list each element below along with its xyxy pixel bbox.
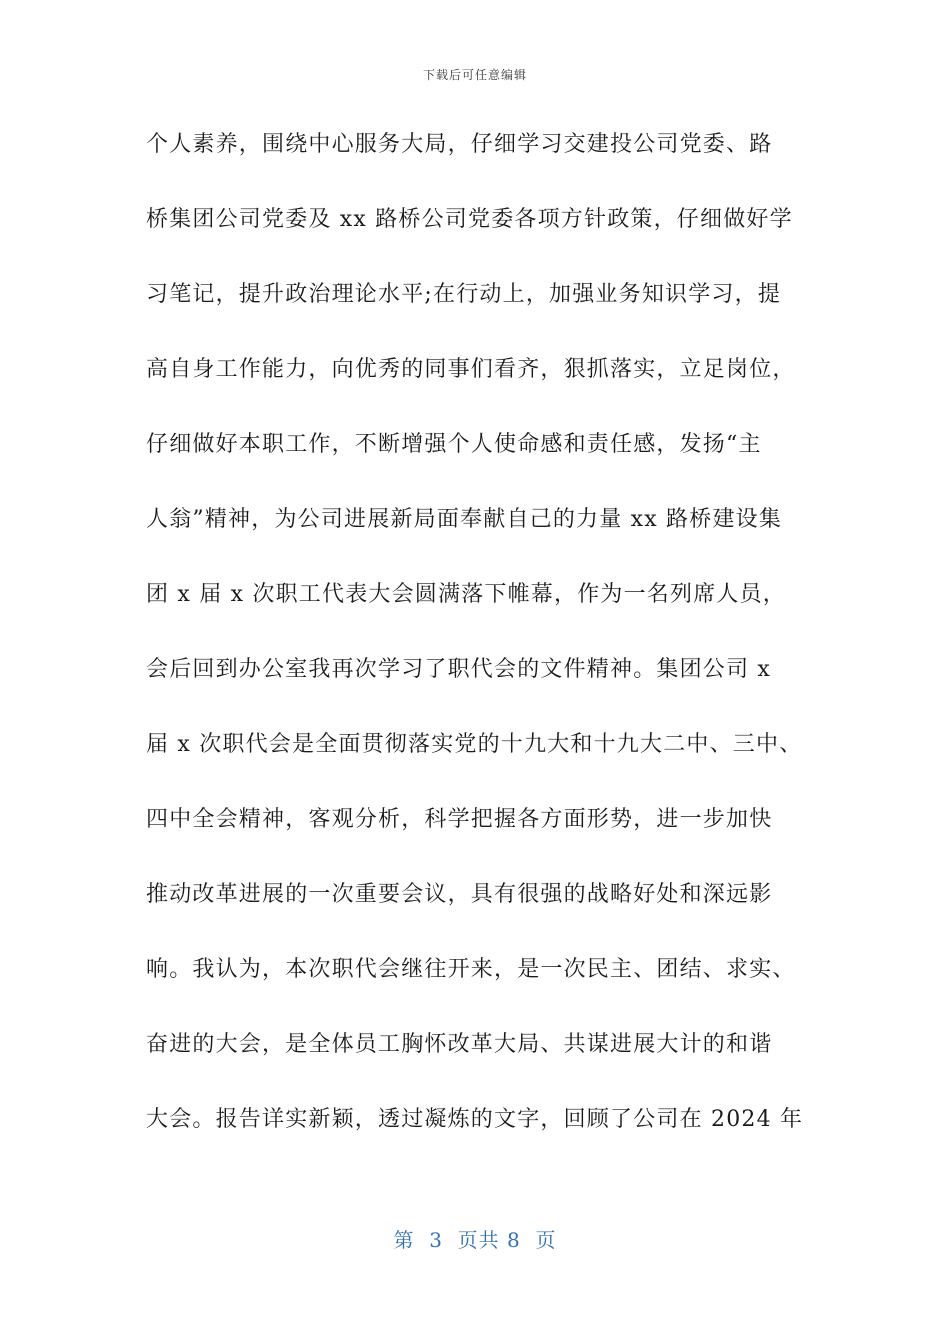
text-line: 人翁”精神，为公司进展新局面奉献自己的力量 xx 路桥建设集 (146, 507, 783, 532)
text-line: 个人素养，围绕中心服务大局，仔细学习交建投公司党委、路 (146, 132, 773, 157)
body-text (146, 121, 806, 1171)
text-line: 四中全会精神，客观分析，科学把握各方面形势，进一步加快 (146, 807, 773, 832)
text-line: 奋进的大会，是全体员工胸怀改革大局、共谋进展大计的和谐 (146, 1032, 773, 1057)
text-line: 大会。报告详实新颖，透过凝炼的文字，回顾了公司在 2024 年 (146, 1107, 804, 1132)
text-line: 会后回到办公室我再次学习了职代会的文件精神。集团公司 x (146, 657, 772, 682)
header-note: 下载后可任意编辑 (422, 68, 527, 82)
page-number-footer: 第 3 页共 8 页 (393, 1228, 557, 1252)
text-line: 团 x 届 x 次职工代表大会圆满落下帷幕，作为一名列席人员， (146, 582, 786, 607)
text-line: 高自身工作能力，向优秀的同事们看齐，狠抓落实，立足岗位， (146, 357, 796, 382)
text-line: 届 x 次职代会是全面贯彻落实党的十九大和十九大二中、三中、 (146, 732, 803, 757)
text-line: 响。我认为，本次职代会继往开来，是一次民主、团结、求实、 (146, 957, 796, 982)
text-line: 习笔记，提升政治理论水平;在行动上，加强业务知识学习，提 (146, 282, 782, 307)
text-line: 仔细做好本职工作，不断增强个人使命感和责任感，发扬“主 (146, 432, 762, 457)
text-line: 推动改革进展的一次重要会议，具有很强的战略好处和深远影 (146, 882, 773, 907)
text-line: 桥集团公司党委及 xx 路桥公司党委各项方针政策，仔细做好学 (146, 207, 793, 232)
